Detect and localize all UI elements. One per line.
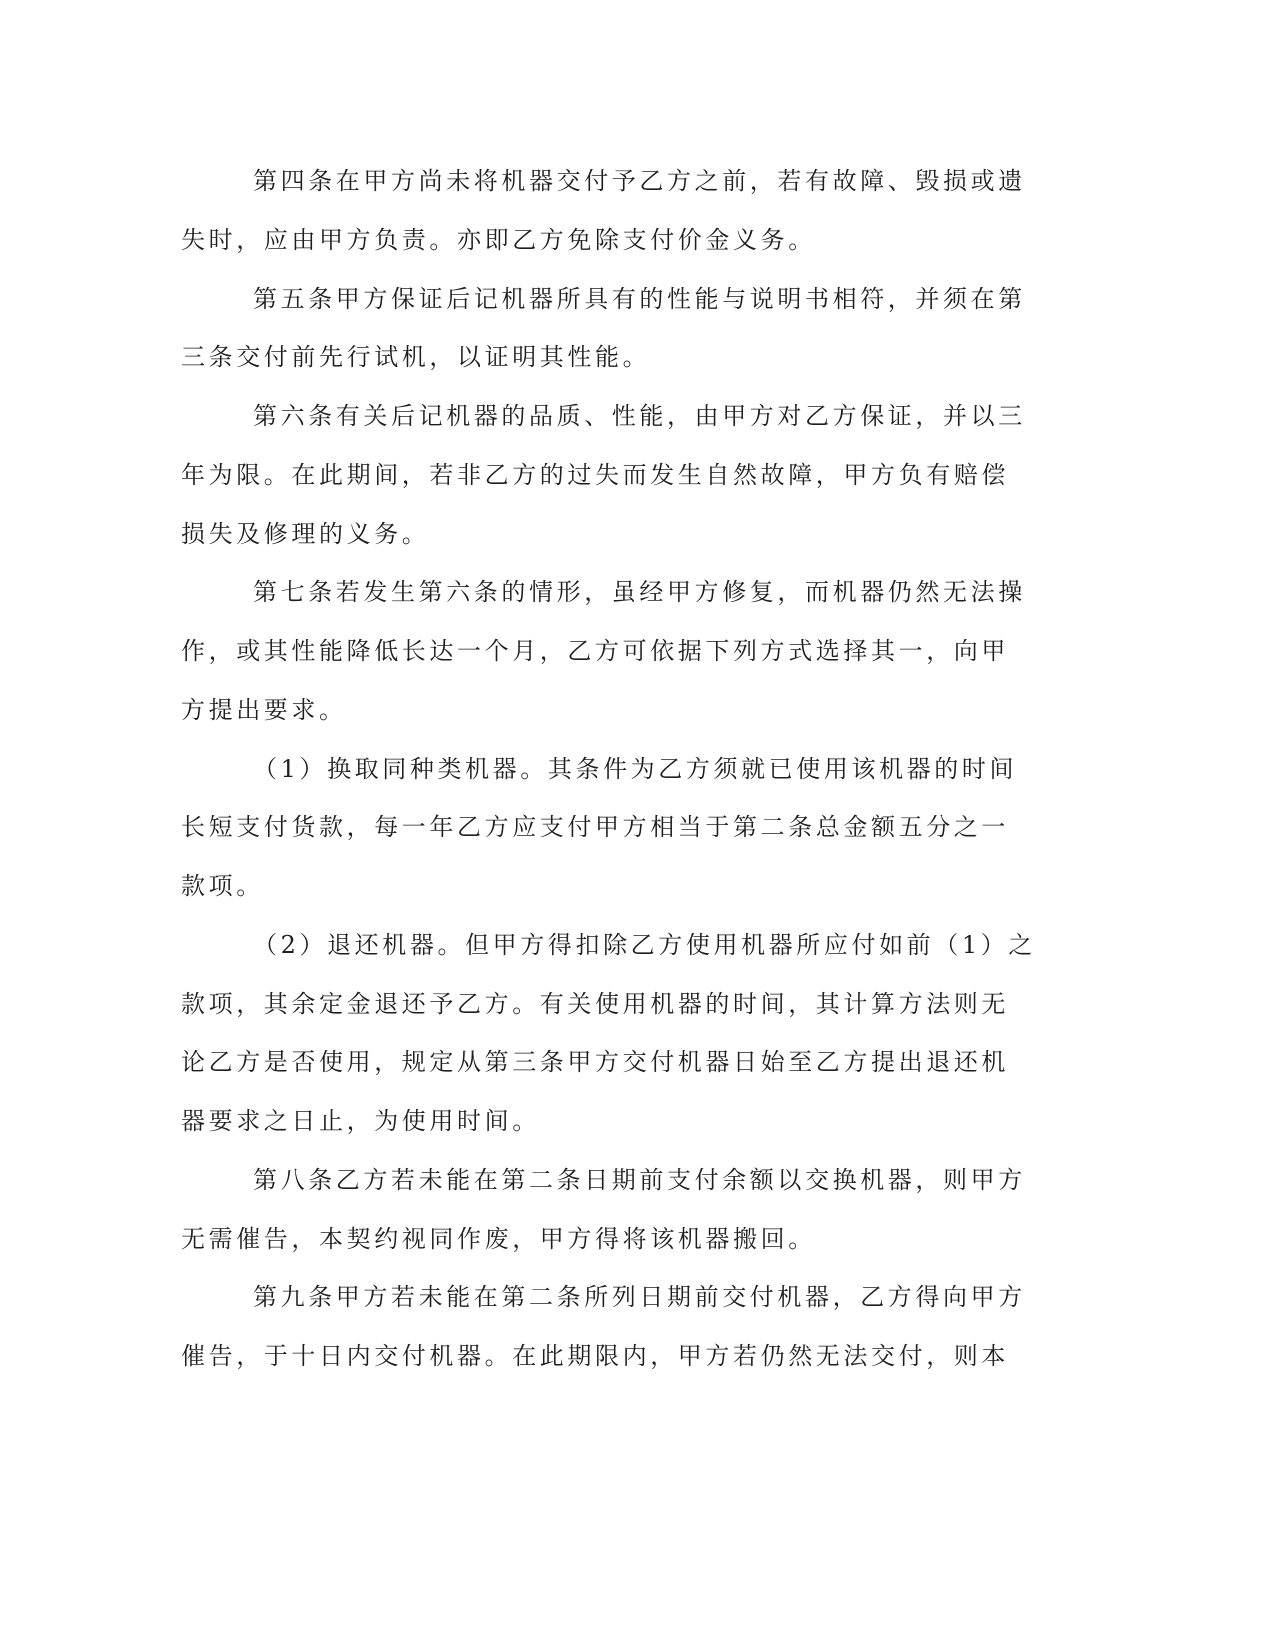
paragraph-line: 催告，于十日内交付机器。在此期限内，甲方若仍然无法交付，则本 — [181, 1342, 1009, 1370]
paragraph-article-7 — [181, 563, 1051, 739]
paragraph-line: 款项，其余定金退还予乙方。有关使用机器的时间，其计算方法则无 — [181, 989, 1009, 1018]
paragraph-line: 第六条有关后记机器的品质、性能，由甲方对乙方保证，并以三 — [253, 402, 1026, 430]
paragraph-line: 第七条若发生第六条的情形，虽经甲方修复，而机器仍然无法操 — [253, 578, 1026, 607]
paragraph-article-6 — [181, 387, 1051, 563]
paragraph-line: 失时，应由甲方负责。亦即乙方免除支付价金义务。 — [181, 225, 816, 254]
paragraph-line: 三条交付前先行试机，以证明其性能。 — [181, 343, 651, 372]
paragraph-line: 第九条甲方若未能在第二条所列日期前交付机器，乙方得向甲方 — [253, 1283, 1026, 1312]
paragraph-line: 损失及修理的义务。 — [181, 519, 430, 548]
paragraph-line: 论乙方是否使用，规定从第三条甲方交付机器日始至乙方提出退还机 — [181, 1048, 1009, 1077]
paragraph-clause-2 — [181, 916, 1051, 1151]
paragraph-article-9 — [181, 1268, 1051, 1386]
paragraph-line: 器要求之日止，为使用时间。 — [181, 1107, 540, 1135]
document-body — [181, 152, 1051, 1386]
paragraph-line: 作，或其性能降低长达一个月，乙方可依据下列方式选择其一，向甲 — [181, 637, 1009, 665]
paragraph-article-5 — [181, 270, 1051, 388]
paragraph-line: 长短支付货款，每一年乙方应支付甲方相当于第二条总金额五分之一 — [181, 813, 1009, 842]
paragraph-clause-1 — [181, 740, 1051, 916]
paragraph-article-8 — [181, 1151, 1051, 1269]
paragraph-line: 第八条乙方若未能在第二条日期前支付余额以交换机器，则甲方 — [253, 1165, 1026, 1194]
paragraph-line: 无需催告，本契约视同作废，甲方得将该机器搬回。 — [181, 1224, 816, 1253]
paragraph-line: 款项。 — [181, 872, 264, 900]
paragraph-line: （1）换取同种类机器。其条件为乙方须就已使用该机器的时间 — [253, 754, 1018, 783]
paragraph-line: 第五条甲方保证后记机器所具有的性能与说明书相符，并须在第 — [253, 284, 1026, 313]
paragraph-line: 第四条在甲方尚未将机器交付予乙方之前，若有故障、毁损或遗 — [253, 167, 1026, 195]
paragraph-line: 年为限。在此期间，若非乙方的过失而发生自然故障，甲方负有赔偿 — [181, 460, 1009, 489]
paragraph-article-4 — [181, 152, 1051, 270]
paragraph-line: 方提出要求。 — [181, 695, 347, 724]
paragraph-line: （2）退还机器。但甲方得扣除乙方使用机器所应付如前（1）之 — [253, 930, 1036, 959]
